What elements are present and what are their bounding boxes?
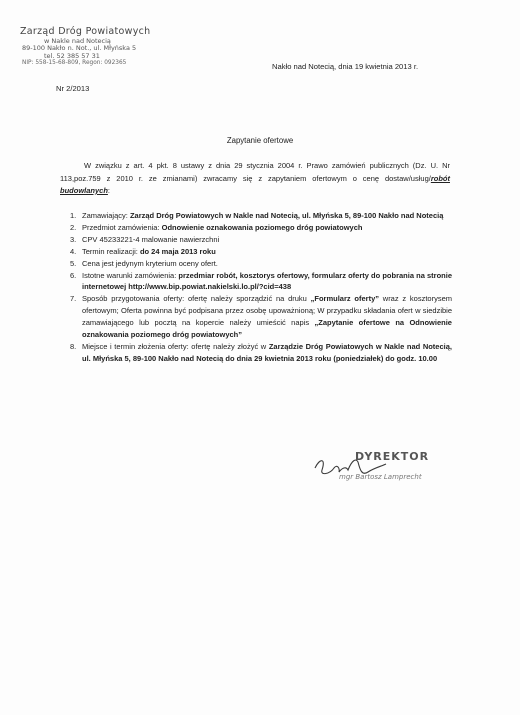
stamp-line-2: w Nakle nad Notecią <box>44 36 111 45</box>
requirements-list <box>60 210 452 365</box>
signature-name: mgr Bartosz Lamprecht <box>339 473 422 481</box>
item-number: 5. <box>70 258 77 268</box>
list-item <box>60 270 452 294</box>
item-number: 2. <box>70 222 77 232</box>
item-label: Zamawiający: <box>82 211 130 220</box>
document-title: Zapytanie ofertowe <box>226 136 294 145</box>
item-label: Cena jest jedynym kryterium oceny ofert. <box>82 258 218 268</box>
list-item <box>60 222 452 234</box>
intro-text: W związku z art. 4 pkt. 8 ustawy z dnia 29 stycznia 2004 r. Prawo zamówień publicznych (Dz. U. Nr 113,poz.759 z 2010 r. ze zmianami) zwracamy się z zapytaniem ofertowym o cenę dostaw/usług/ <box>60 161 450 183</box>
list-item <box>60 293 452 341</box>
item-label: Termin realizacji: <box>82 246 140 256</box>
item-bold: do 24 maja 2013 roku <box>139 246 216 256</box>
item-bold: Odnowienie oznakowania poziomego dróg powiatowych <box>161 222 363 232</box>
item-bold: przedmiar robót, kosztorys ofertowy, formularz oferty do pobrania na stronie internetowej http://www.bip.powiat.nakielski.lo.pl/?cid=438 <box>82 270 453 292</box>
stamp-line-5: NIP: 558-15-68-809, Regon: 092365 <box>22 60 127 67</box>
item-label: Sposób przygotowania oferty: ofertę należy sporządzić na druku <box>82 294 311 304</box>
item-after: wraz z kosztorysem ofertowym; Oferta powinna być podpisana przez osobę upoważnioną; W przypadku składania ofert w siedzibie zamawiającego lub pocztą na kopercie należy umieścić napis <box>82 294 452 328</box>
item-label: Istotne warunki zamówienia: <box>82 270 179 280</box>
place-date: Nakło nad Notecią, dnia 19 kwietnia 2013 r. <box>272 62 419 71</box>
intro-emphasis: robót budowlanych <box>60 173 450 195</box>
reference-number: Nr 2/2013 <box>56 84 90 93</box>
item-number: 4. <box>70 246 77 256</box>
stamp-line-3: 89-100 Nakło n. Not., ul. Młyńska 5 <box>22 44 137 53</box>
item-bold: Zarządzie Dróg Powiatowych w Nakle nad Notecią, ul. Młyńska 5, 89-100 Nakło nad Notecią do dnia 29 kwietnia 2013 roku (poniedziałek) do godz. 10.00 <box>82 341 452 363</box>
stamp-line-1: Zarząd Dróg Powiatowych <box>20 26 151 37</box>
item-bold: Zarząd Dróg Powiatowych w Nakle nad Notecią, ul. Młyńska 5, 89-100 Nakło nad Notecią <box>129 211 444 220</box>
list-item <box>60 341 452 365</box>
list-item <box>60 234 452 246</box>
intro-paragraph <box>60 160 450 198</box>
stamp-line-4: tel. 52 385 57 31 <box>44 51 100 60</box>
item-number: 3. <box>70 234 77 244</box>
item-number: 7. <box>70 294 77 304</box>
list-item <box>60 210 452 222</box>
signature-title: DYREKTOR <box>355 450 430 463</box>
organization-stamp <box>20 27 160 67</box>
item-label: Przedmiot zamówienia: <box>82 222 162 232</box>
intro-tail: : <box>107 186 111 195</box>
item-label: CPV 45233221-4 malowanie nawierzchni <box>82 234 220 244</box>
item-number: 8. <box>70 341 77 351</box>
item-label: Miejsce i termin złożenia oferty: ofertę należy złożyć w <box>82 341 269 351</box>
item-bold: „Formularz oferty” <box>310 294 379 304</box>
list-item <box>60 258 452 270</box>
item-bold-2: „Zapytanie ofertowe na Odnowienie oznakowania poziomego dróg powiatowych” <box>82 318 452 340</box>
item-number: 1. <box>70 211 77 220</box>
item-number: 6. <box>70 270 77 280</box>
list-item <box>60 246 452 258</box>
